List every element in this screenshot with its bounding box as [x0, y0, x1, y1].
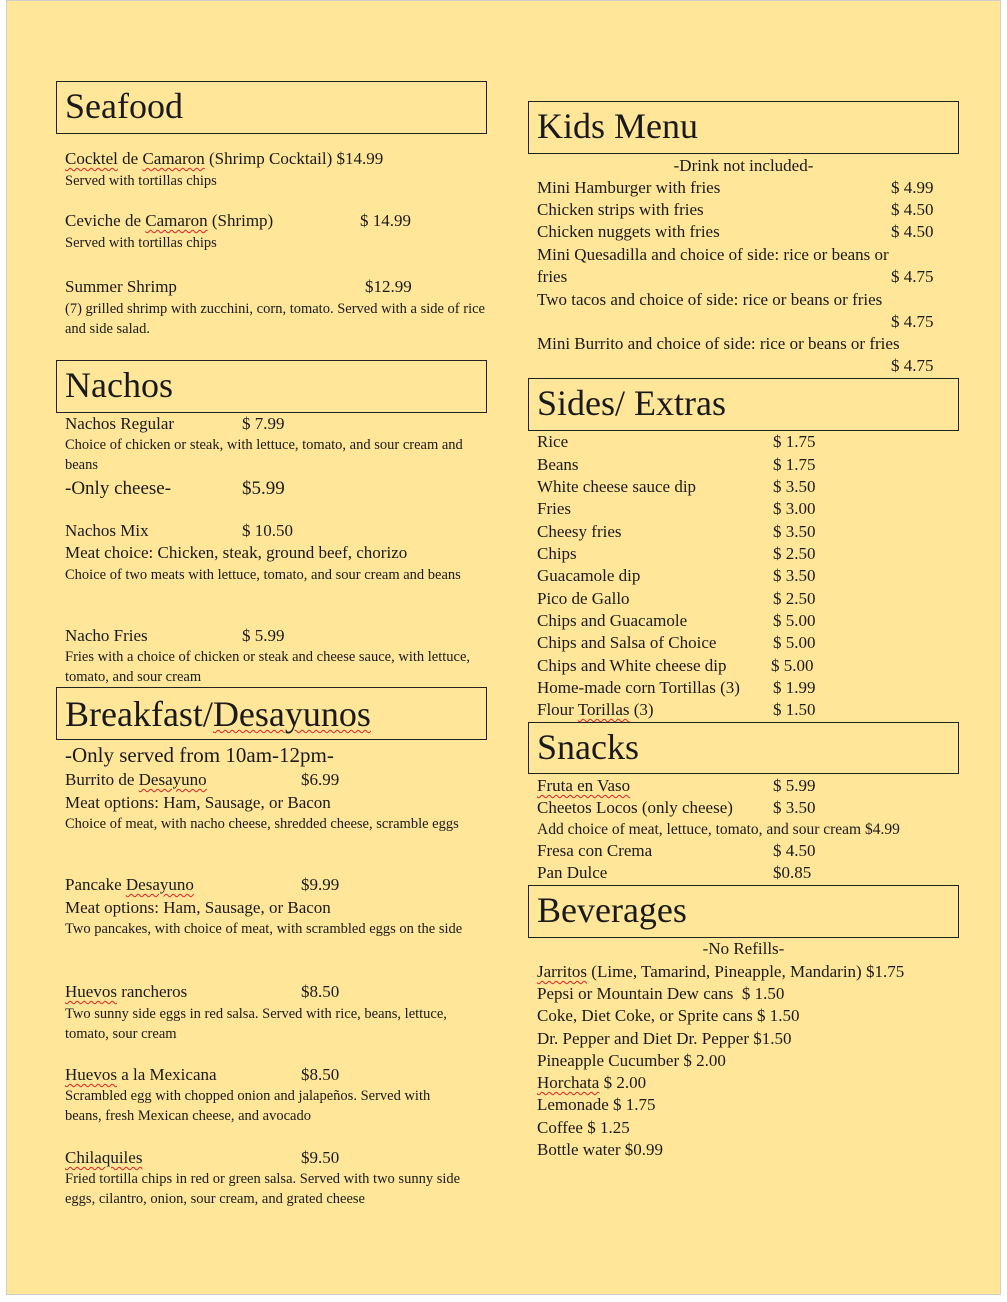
seafood-item-summer-shrimp-desc: (7) grilled shrimp with zucchini, corn, tomato. Served with a side of rice and side salad.	[65, 301, 485, 337]
nachos-regular-price: $ 7.99	[242, 414, 285, 433]
sides-item-cheesy-fries-price: $ 3.50	[773, 522, 816, 541]
seafood-item-cocktel-desc: Served with tortillas chips	[65, 173, 217, 189]
nachos-fries-price: $ 5.99	[242, 626, 285, 645]
kids-item-mini-quesadilla-line2: fries	[537, 267, 568, 286]
breakfast-huevos-mexicana-name: Huevos a la Mexicana	[65, 1065, 217, 1084]
nachos-mix-name: Nachos Mix	[65, 521, 149, 540]
snacks-item-cheetos-locos-price: $ 3.50	[773, 798, 816, 817]
menu-page	[6, 0, 1001, 1295]
kids-item-two-tacos: Two tacos and choice of side: rice or beans or fries	[537, 290, 883, 309]
seafood-item-cocktel: Cocktel de Camaron (Shrimp Cocktail) $14.99	[65, 149, 384, 168]
sides-item-fries-price: $ 3.00	[773, 499, 816, 518]
sides-item-chips-salsa: Chips and Salsa of Choice	[537, 633, 717, 652]
nachos-regular-name: Nachos Regular	[65, 414, 175, 433]
sides-item-guacamole-dip: Guacamole dip	[537, 566, 641, 585]
breakfast-chilaquiles-name: Chilaquiles	[65, 1148, 143, 1167]
beverages-header	[528, 885, 959, 938]
kids-item-mini-hamburger: Mini Hamburger with fries	[537, 178, 721, 197]
kids-item-mini-quesadilla: Mini Quesadilla and choice of side: rice or beans or	[537, 245, 889, 264]
breakfast-chilaquiles-desc: Fried tortilla chips in red or green salsa. Served with two sunny side eggs, cilantro, onion, sour cream, and grated cheese	[65, 1171, 461, 1207]
seafood-item-ceviche-desc: Served with tortillas chips	[65, 235, 217, 251]
sides-item-corn-tortillas: Home-made corn Tortillas (3)	[537, 678, 740, 697]
kids-item-chicken-nuggets: Chicken nuggets with fries	[537, 222, 720, 241]
kids-note: -Drink not included-	[673, 156, 814, 175]
sides-item-chips: Chips	[537, 544, 577, 563]
seafood-item-ceviche: Ceviche de Camaron (Shrimp)	[65, 211, 274, 230]
sides-item-fries: Fries	[537, 499, 571, 518]
kids-item-mini-burrito: Mini Burrito and choice of side: rice or beans or fries	[537, 334, 900, 353]
kids-item-two-tacos-price: $ 4.75	[891, 312, 934, 331]
nachos-mix-desc: Choice of two meats with lettuce, tomato, and sour cream and beans	[65, 567, 461, 583]
snacks-item-fruta-en-vaso: Fruta en Vaso	[537, 776, 631, 795]
seafood-title: Seafood	[65, 86, 183, 126]
beverages-item-bottle-water: Bottle water $0.99	[537, 1140, 664, 1159]
nachos-only-cheese-name: -Only cheese-	[65, 478, 172, 499]
beverages-item-coffee: Coffee $ 1.25	[537, 1118, 630, 1137]
sides-item-white-cheese-dip: White cheese sauce dip	[537, 477, 697, 496]
kids-title: Kids Menu	[537, 106, 698, 146]
sides-item-chips-white-cheese-price: $ 5.00	[771, 656, 814, 675]
breakfast-chilaquiles-price: $9.50	[301, 1148, 340, 1167]
nachos-fries-name: Nacho Fries	[65, 626, 148, 645]
beverages-item-pepsi: Pepsi or Mountain Dew cans $ 1.50	[537, 984, 785, 1003]
sides-item-flour-tortillas-price: $ 1.50	[773, 700, 816, 719]
snacks-item-fresa-con-crema: Fresa con Crema	[537, 841, 653, 860]
sides-title: Sides/ Extras	[537, 383, 726, 423]
breakfast-pancake-meat: Meat options: Ham, Sausage, or Bacon	[65, 898, 331, 917]
sides-item-guacamole-dip-price: $ 3.50	[773, 566, 816, 585]
snacks-item-add-choice: Add choice of meat, lettuce, tomato, and sour cream $4.99	[537, 821, 900, 838]
beverages-item-jarritos: Jarritos (Lime, Tamarind, Pineapple, Mandarin) $1.75	[537, 962, 905, 981]
seafood-item-summer-shrimp: Summer Shrimp	[65, 277, 177, 296]
kids-item-mini-quesadilla-price: $ 4.75	[891, 267, 934, 286]
sides-item-chips-price: $ 2.50	[773, 544, 816, 563]
breakfast-huevos-mexicana-desc: Scrambled egg with chopped onion and jalapeños. Served with beans, fresh Mexican cheese, and avocado	[65, 1088, 431, 1124]
breakfast-pancake-name: Pancake Desayuno	[65, 875, 194, 894]
nachos-mix-meat: Meat choice: Chicken, steak, ground beef, chorizo	[65, 543, 408, 562]
snacks-item-pan-dulce: Pan Dulce	[537, 863, 608, 882]
sides-item-chips-guacamole: Chips and Guacamole	[537, 611, 688, 630]
nachos-fries-desc: Fries with a choice of chicken or steak and cheese sauce, with lettuce, tomato, and sour cream	[65, 649, 471, 685]
breakfast-huevos-rancheros-price: $8.50	[301, 982, 340, 1001]
kids-item-mini-hamburger-price: $ 4.99	[891, 178, 934, 197]
sides-item-white-cheese-dip-price: $ 3.50	[773, 477, 816, 496]
sides-item-beans-price: $ 1.75	[773, 455, 816, 474]
seafood-header	[56, 81, 487, 134]
breakfast-note: -Only served from 10am-12pm-	[65, 743, 334, 767]
beverages-item-dr-pepper: Dr. Pepper and Diet Dr. Pepper $1.50	[537, 1029, 792, 1048]
sides-item-pico-de-gallo-price: $ 2.50	[773, 589, 816, 608]
snacks-title: Snacks	[537, 727, 639, 767]
sides-item-chips-white-cheese: Chips and White cheese dip	[537, 656, 727, 675]
breakfast-huevos-mexicana-price: $8.50	[301, 1065, 340, 1084]
sides-item-chips-guacamole-price: $ 5.00	[773, 611, 816, 630]
breakfast-pancake-price: $9.99	[301, 875, 340, 894]
nachos-header	[56, 360, 487, 413]
nachos-mix-price: $ 10.50	[242, 521, 293, 540]
breakfast-huevos-rancheros-desc: Two sunny side eggs in red salsa. Served with rice, beans, lettuce, tomato, sour cream	[65, 1006, 447, 1042]
breakfast-pancake-desc: Two pancakes, with choice of meat, with scrambled eggs on the side	[65, 921, 463, 937]
kids-item-chicken-strips-price: $ 4.50	[891, 200, 934, 219]
breakfast-huevos-rancheros-name: Huevos rancheros	[65, 982, 188, 1001]
kids-item-mini-burrito-price: $ 4.75	[891, 356, 934, 375]
breakfast-burrito-price: $6.99	[301, 770, 340, 789]
breakfast-burrito-desc: Choice of meat, with nacho cheese, shredded cheese, scramble eggs	[65, 816, 459, 832]
sides-item-chips-salsa-price: $ 5.00	[773, 633, 816, 652]
beverages-item-lemonade: Lemonade $ 1.75	[537, 1095, 656, 1114]
sides-item-cheesy-fries: Cheesy fries	[537, 522, 622, 541]
breakfast-burrito-meat: Meat options: Ham, Sausage, or Bacon	[65, 793, 331, 812]
beverages-item-horchata: Horchata $ 2.00	[537, 1073, 647, 1092]
seafood-item-summer-shrimp-price: $12.99	[365, 277, 412, 296]
nachos-regular-desc: Choice of chicken or steak, with lettuce, tomato, and sour cream and beans	[65, 437, 463, 473]
beverages-note: -No Refills-	[702, 939, 785, 958]
breakfast-header	[56, 687, 487, 740]
kids-header	[528, 101, 959, 154]
sides-item-flour-tortillas: Flour Torillas (3)	[537, 700, 654, 719]
kids-item-chicken-nuggets-price: $ 4.50	[891, 222, 934, 241]
sides-item-rice-price: $ 1.75	[773, 432, 816, 451]
nachos-only-cheese-price: $5.99	[242, 478, 285, 499]
breakfast-title-b: Desayunos	[212, 694, 371, 734]
seafood-item-ceviche-price: $ 14.99	[360, 211, 411, 230]
snacks-item-cheetos-locos: Cheetos Locos (only cheese)	[537, 798, 733, 817]
beverages-item-pineapple-cucumber: Pineapple Cucumber $ 2.00	[537, 1051, 726, 1070]
beverages-item-coke: Coke, Diet Coke, or Sprite cans $ 1.50	[537, 1006, 800, 1025]
breakfast-burrito-name: Burrito de Desayuno	[65, 770, 207, 789]
snacks-item-fresa-con-crema-price: $ 4.50	[773, 841, 816, 860]
beverages-title: Beverages	[537, 890, 687, 930]
snacks-item-pan-dulce-price: $0.85	[773, 863, 812, 882]
snacks-item-fruta-en-vaso-price: $ 5.99	[773, 776, 816, 795]
sides-item-corn-tortillas-price: $ 1.99	[773, 678, 816, 697]
sides-item-pico-de-gallo: Pico de Gallo	[537, 589, 630, 608]
kids-item-chicken-strips: Chicken strips with fries	[537, 200, 704, 219]
sides-header	[528, 378, 959, 431]
sides-item-rice: Rice	[537, 432, 569, 451]
sides-item-beans: Beans	[537, 455, 579, 474]
nachos-title: Nachos	[65, 365, 173, 405]
snacks-header	[528, 722, 959, 774]
breakfast-title-a: Breakfast/	[65, 694, 213, 734]
